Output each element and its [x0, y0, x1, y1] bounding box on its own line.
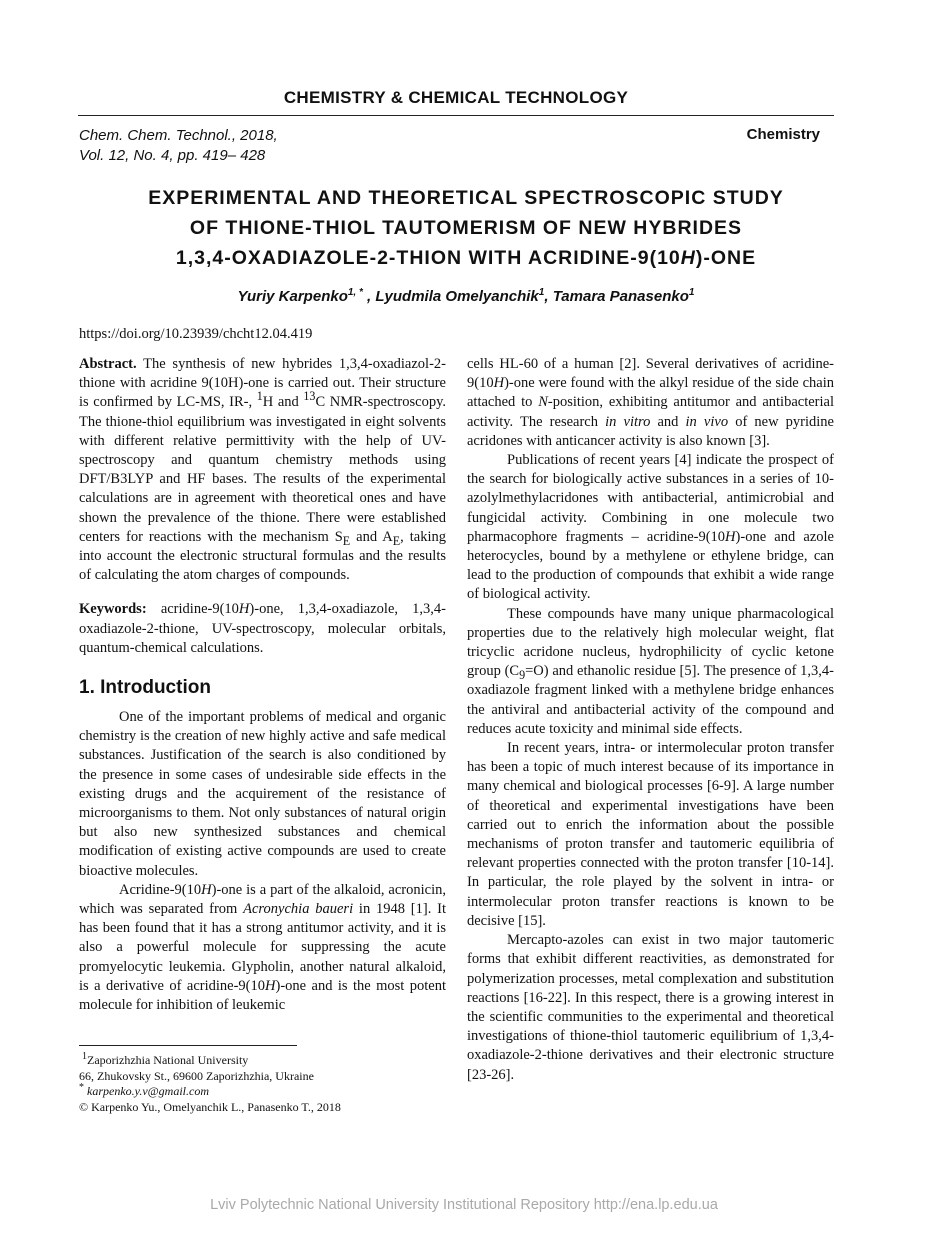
right-column	[467, 355, 834, 1085]
title-line-3: 1,3,4-OXADIAZOLE-2-THION WITH ACRIDINE-9(10H)-ONE	[175, 247, 757, 269]
header-rule	[78, 115, 834, 116]
right-paragraph-1: cells HL-60 of a human [2]. Several derivatives of acridine-9(10H)-one were found with the alkyl residue of the side chain attached to N-position, exhibiting antitumor and antibacterial activity. The research in vitro and in vivo of new pyridine acridones with anticancer activity is also known [3].	[467, 356, 834, 449]
right-paragraph-2: Publications of recent years [4] indicate the prospect of the search for biologically active substances in a series of 10-azolylmethylacridones with antibacterial, antimicrobial and fungicidal activity. Combining in one molecule two pharmacophore fragments – acridine-9(10H)-one and azole heterocycles, bound by a methylene or ethylene bridge, can lead to the production of compounds that exhibit a wide range of biological activity.	[467, 452, 834, 603]
repository-watermark: Lviv Polytechnic National University Institutional Repository http://ena.lp.edu.ua	[210, 1197, 718, 1213]
journal-header: CHEMISTRY & CHEMICAL TECHNOLOGY	[283, 88, 629, 107]
right-paragraph-5: Mercapto-azoles can exist in two major tautomeric forms that exhibit different reactivities, as demonstrated for polymerization processes, metal complexation and substitution reactions [16-22]. In this respect, there is a growing interest in the scientific communities to the experimental and theoretical investigations of thione-thiol tautomeric equilibrium of 1,3,4-oxadiazole-2-thione derivatives and their electronic structure [23-26].	[467, 932, 834, 1083]
title-line-2: OF THIONE-THIOL TAUTOMERISM OF NEW HYBRIDES	[189, 217, 743, 239]
section-heading-introduction: 1. Introduction	[79, 677, 211, 699]
intro-paragraph-1: One of the important problems of medical and organic chemistry is the creation of new highly active and safe medical substances. Justification of the search is also conditioned by the presence in some cases of undesirable side effects in the existing drugs and the acquirement of the resistance of microorganisms to them. Not only substances of natural origin but also new synthesized substances and chemical modification of existing active compounds are used to create bioactive molecules.	[79, 709, 446, 879]
citation-line-1: Chem. Chem. Technol., 2018,	[79, 127, 278, 144]
left-column	[79, 355, 446, 1015]
category-label: Chemistry	[746, 126, 820, 143]
keywords: Keywords: acridine-9(10H)-one, 1,3,4-oxadiazole, 1,3,4-oxadiazole-2-thione, UV-spectroscopy, molecular orbitals, quantum-chemical calculations.	[79, 601, 446, 656]
footnotes	[79, 1053, 341, 1115]
footnote-rule	[79, 1045, 297, 1046]
footnote-affiliation: $^1$Zaporizhzhia National University	[82, 1051, 249, 1067]
right-paragraph-4: In recent years, intra- or intermolecular proton transfer has been a topic of much interest because of its importance in many chemical and biological processes [6-9]. A large number of theoretical and experimental investigations have been carried out to enrich the information about the possible mechanisms of proton transfer and tautomeric equilibria of relevant properties connected with the proton transfer [10-14]. In particular, the role played by the solvent in intra- or intermolecular proton transfer reactions is known to be decisive [15].	[467, 740, 834, 929]
footnote-address: 66, Zhukovsky St., 69600 Zaporizhzhia, Ukraine	[79, 1068, 314, 1083]
citation	[79, 126, 278, 166]
intro-paragraph-2: Acridine-9(10H)-one is a part of the alkaloid, acronicin, which was separated from Acronychia baueri in 1948 [1]. It has been found that it has a strong antitumor activity, and it is also a powerful molecule for suppressing the acute promyelocytic leukemia. Glypholin, another natural alkaloid, is a derivative of acridine-9(10H)-one and is the most potent molecule for inhibition of leukemic	[79, 881, 447, 1014]
author-panasenko: Tamara Panasenko	[552, 288, 689, 305]
title-line-1: EXPERIMENTAL AND THEORETICAL SPECTROSCOPIC STUDY	[148, 187, 784, 209]
footnote-copyright: © Karpenko Yu., Omelyanchik L., Panasenko T., 2018	[79, 1099, 341, 1114]
author-list: Yuriy Karpenko$^{1, *}$ , Lyudmila Omelyanchik$^1$, Tamara Panasenko$^1$	[237, 287, 695, 305]
author-karpenko: Yuriy Karpenko	[237, 288, 348, 305]
doi-link[interactable]: https://doi.org/10.23939/chcht12.04.419	[79, 326, 313, 342]
abstract: Abstract. The synthesis of new hybrides 1,3,4-oxadiazol-2-thione with acridine 9(10H)-one is carried out. Their structure is confirmed by LC-MS, IR-, $^1$H and $^{13}$C NMR-spectroscopy. The thione-thiol equilibrium was investigated in eight solvents with different relative permittivity with the help of UV-spectroscopy and quantum chemistry methods using DFT/B3LYP and HF bases. The results of the experimental calculations are in agreement with theoretical ones and have shown the prevalence of the thione. There were established centers for reactions with the mechanism $S_E$ and $A_E$, taking into account the electronic structural formulas and the results of calculating the atom charges of compounds.	[79, 356, 446, 584]
citation-line-2: Vol. 12, No. 4, pp. 419– 428	[79, 147, 266, 164]
right-paragraph-3: These compounds have many unique pharmacological properties due to the relatively high molecular weight, flat tricyclic acridone nucleus, hydrophilicity of cyclic ketone group $(C_9=O)$ and ethanolic residue [5]. The presence of 1,3,4-oxadiazole fragment linked with a methylene bridge enhances the antiviral and antibacterial activity of the compound and reduces acute toxicity and minimal side effects.	[467, 605, 834, 737]
author-omelyanchik: Lyudmila Omelyanchik	[375, 288, 539, 305]
footnote-email[interactable]: * karpenko.y.v@gmail.com	[79, 1082, 210, 1099]
paper-title	[78, 183, 854, 273]
